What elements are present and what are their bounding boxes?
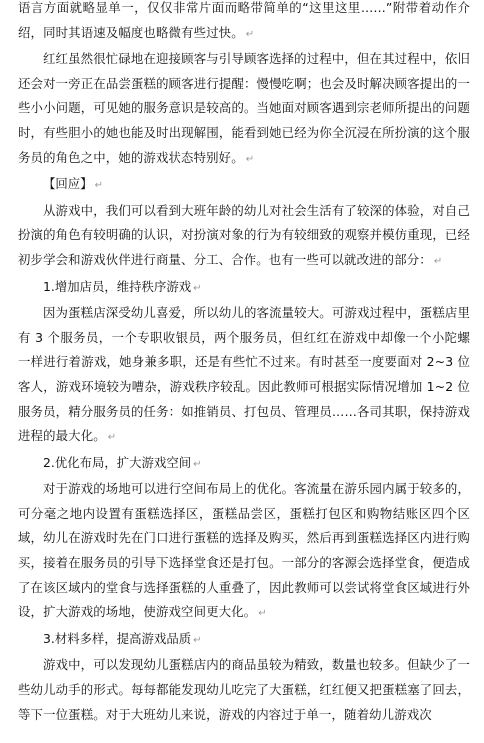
paragraph-mark-icon: ↵	[193, 282, 202, 294]
heading-text: 1.增加店员，维持秩序游戏	[43, 278, 192, 294]
paragraph-text: 从游戏中，我们可以看到大班年龄的幼儿对社会生活有了较深的体验，对自己扮演的角色有较明确的认识，对扮演对象的行为有较细致的观察并模仿重现，已经初步学会和游戏伙伴进行商量、分工、合作。也有一些可以就改进的部分：	[18, 202, 470, 267]
paragraph-mark-icon: ↵	[245, 153, 255, 165]
paragraph-mark-icon: ↵	[433, 255, 443, 267]
paragraph-text: 游戏中，可以发现幼儿蛋糕店内的商品虽较为精致，数量也较多。但缺少了一些幼儿动手的形式。每每都能发现幼儿吃完了大蛋糕，红红便又把蛋糕塞了回去，等下一位蛋糕。对于大班幼儿来说，游戏的内容过于单一，随着幼儿游戏次	[18, 657, 470, 722]
paragraph-point-1	[18, 301, 470, 451]
paragraph-text: 对于游戏的场地可以进行空间布局上的优化。客流量在游乐园内属于较多的，可分毫之地内设置有蛋糕选择区，蛋糕品尝区，蛋糕打包区和购物结账区四个区域，幼儿在游戏时先在门口进行蛋糕的选择及购买，然后再到蛋糕选择区内进行购买，接着在服务员的引导下选择堂食还是打包。一部分的客源会选择堂食，便造成了在该区域内的堂食与选择蛋糕的人重叠了，因此教师可以尝试将堂食区域进行外设，扩大游戏的场地，使游戏空间更大化。	[18, 481, 470, 620]
paragraph-mark-icon: ↵	[107, 432, 117, 444]
paragraph-mark-icon: ↵	[193, 634, 202, 646]
paragraph-observation	[18, 47, 470, 172]
heading-text: 2.优化布局，扩大游戏空间	[43, 454, 192, 470]
paragraph-point-2	[18, 477, 470, 627]
paragraph-mark-icon: ↵	[258, 608, 267, 620]
paragraph-text: 语言方面就略显单一，仅仅非常片面而略带简单的“这里这里……”附带着动作介绍，同时其语速及幅度也略微有些过快。	[18, 0, 470, 40]
paragraph-mark-icon: ↵	[193, 458, 202, 470]
paragraph-response-intro	[18, 199, 470, 275]
subheading-3	[18, 627, 470, 654]
paragraph-text: 因为蛋糕店深受幼儿喜爱，所以幼儿的客流量较大。可游戏过程中，蛋糕店里有 3 个服务员，一个专职收银员，两个服务员，但红红在游戏中却像一个小陀螺一样进行着游戏，她身兼多职，还是有些忙不过来。有时甚至一度要面对 2~3 位客人，游戏环境较为嘈杂，游戏秩序较乱。因此教师可根据实际情况增加 1~2 位服务员，精分服务员的任务：如推销员、打包员、管理员……各司其职，保持游戏进程的最大化。	[18, 305, 470, 444]
paragraph-continued	[18, 0, 470, 47]
paragraph-mark-icon: ↵	[245, 28, 255, 40]
heading-text: 3.材料多样，提高游戏品质	[43, 630, 192, 646]
paragraph-point-3	[18, 653, 470, 727]
heading-text: 【回应】	[43, 176, 93, 192]
subheading-1	[18, 275, 470, 302]
paragraph-mark-icon: ↵	[94, 180, 103, 192]
paragraph-text: 红红虽然很忙碌地在迎接顾客与引导顾客选择的过程中，但在其过程中，依旧还会对一旁正在品尝蛋糕的顾客进行提醒：慢慢吃啊；也会及时解决顾客提出的一些小小问题，可见她的服务意识是较高的。当她面对顾客遇到宗老师所提出的问题时，有些胆小的她也能及时出现解围，能看到她已经为你全沉浸在所扮演的这个服务员的角色之中，她的游戏状态特别好。	[18, 51, 470, 165]
section-heading-response	[18, 172, 470, 199]
subheading-2	[18, 451, 470, 478]
